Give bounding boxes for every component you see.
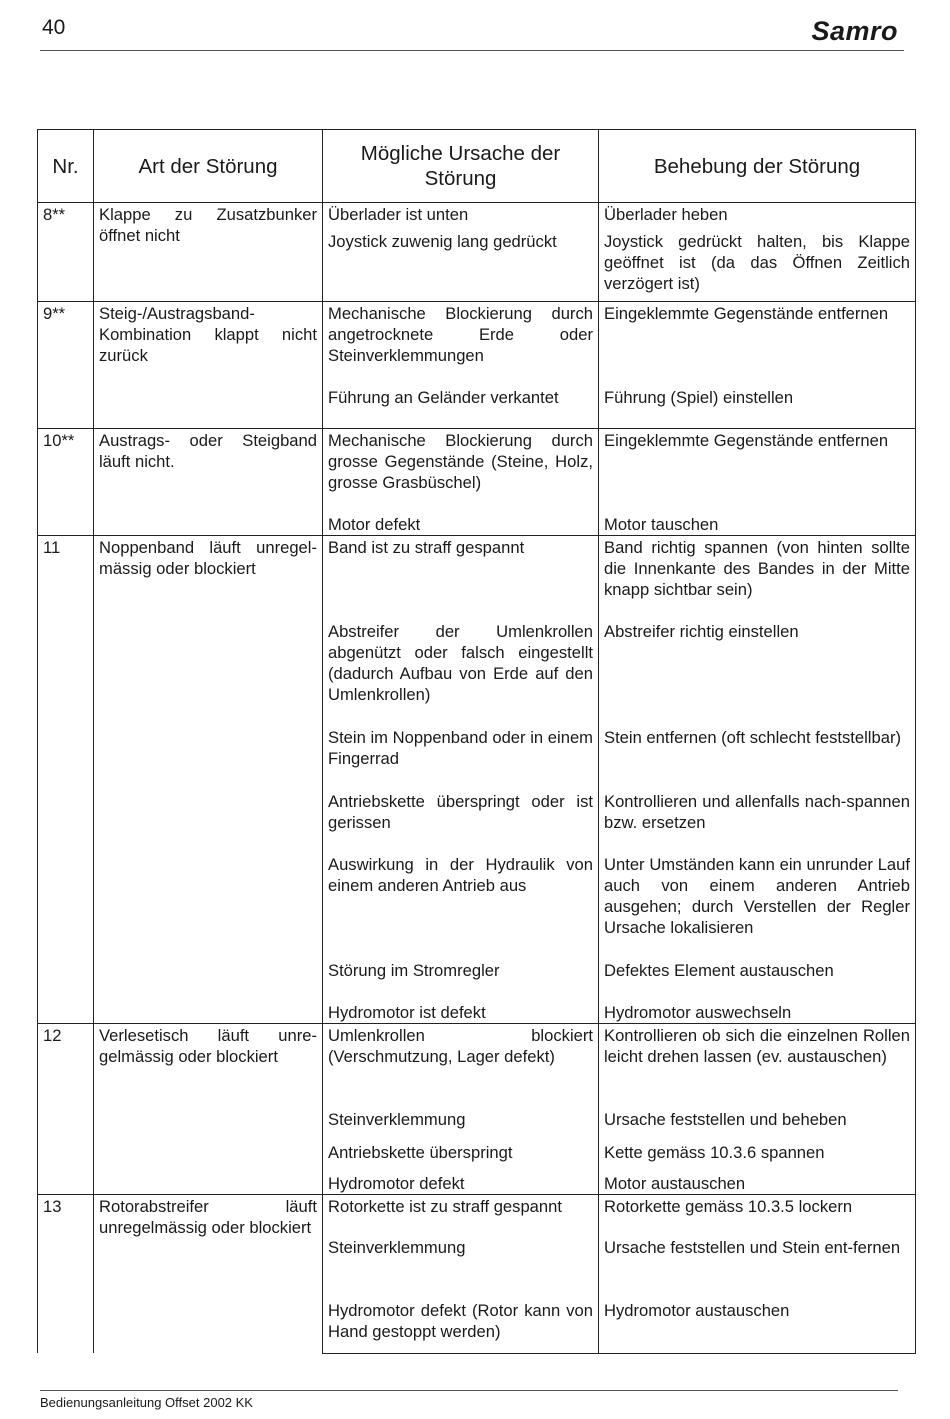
cell-ursache: Joystick zuwenig lang gedrückt — [323, 230, 599, 302]
cell-nr: 11 — [38, 536, 94, 1024]
cell-behebung: Band richtig spannen (von hinten sollte die Innenkante des Bandes in der Mitte knapp sichtbar sein) — [599, 536, 916, 620]
cell-nr: 10** — [38, 429, 94, 536]
cell-ursache: Steinverklemmung — [323, 1108, 599, 1141]
cell-behebung: Motor tauschen — [599, 513, 916, 536]
cell-behebung: Motor austauschen — [599, 1172, 916, 1195]
cell-ursache: Hydromotor defekt — [323, 1172, 599, 1195]
cell-nr: 9** — [38, 302, 94, 429]
cell-behebung: Eingeklemmte Gegenstände entfernen — [599, 429, 916, 513]
cell-behebung: Stein entfernen (oft schlecht feststellbar) — [599, 726, 916, 790]
cell-behebung: Kontrollieren und allenfalls nach-spannen bzw. ersetzen — [599, 790, 916, 853]
cell-ursache: Hydromotor ist defekt — [323, 1001, 599, 1024]
table-row — [38, 203, 916, 230]
header-rule — [40, 50, 904, 51]
cell-ursache: Band ist zu straff gespannt — [323, 536, 599, 620]
column-header-art: Art der Störung — [94, 130, 323, 203]
cell-ursache: Rotorkette ist zu straff gespannt — [323, 1194, 599, 1236]
cell-ursache: Abstreifer der Umlenkrollen abgenützt oder falsch eingestellt (dadurch Aufbau von Erde auf den Umlenkrollen) — [323, 620, 599, 726]
footer-text: Bedienungsanleitung Offset 2002 KK — [40, 1395, 253, 1410]
cell-behebung: Rotorkette gemäss 10.3.5 lockern — [599, 1194, 916, 1236]
table-row — [38, 1194, 916, 1236]
cell-ursache: Steinverklemmung — [323, 1236, 599, 1299]
cell-art: Austrags- oder Steigband läuft nicht. — [94, 429, 323, 536]
cell-ursache: Antriebskette überspringt — [323, 1141, 599, 1172]
cell-behebung: Kette gemäss 10.3.6 spannen — [599, 1141, 916, 1172]
table-row — [38, 302, 916, 386]
cell-behebung: Joystick gedrückt halten, bis Klappe geöffnet ist (da das Öffnen Zeitlich verzögert ist) — [599, 230, 916, 302]
cell-art: Rotorabstreifer läuft unregelmässig oder blockiert — [94, 1194, 323, 1353]
cell-art: Klappe zu Zusatzbunker öffnet nicht — [94, 203, 323, 302]
cell-ursache: Auswirkung in der Hydraulik von einem anderen Antrieb aus — [323, 853, 599, 959]
cell-nr: 8** — [38, 203, 94, 302]
cell-behebung: Eingeklemmte Gegenstände entfernen — [599, 302, 916, 386]
cell-behebung: Hydromotor austauschen — [599, 1299, 916, 1353]
cell-ursache: Störung im Stromregler — [323, 959, 599, 1001]
cell-ursache: Überlader ist unten — [323, 203, 599, 230]
cell-art: Steig-/Austragsband-Kombination klappt nicht zurück — [94, 302, 323, 429]
cell-art: Verlesetisch läuft unre-gelmässig oder blockiert — [94, 1024, 323, 1195]
cell-behebung: Unter Umständen kann ein unrunder Lauf auch von einem anderen Antrieb ausgehen; durch Verstellen der Regler Ursache lokalisieren — [599, 853, 916, 959]
column-header-ursache: Mögliche Ursache der Störung — [323, 130, 599, 203]
table-header-row — [38, 130, 916, 203]
cell-nr: 13 — [38, 1194, 94, 1353]
cell-behebung: Hydromotor auswechseln — [599, 1001, 916, 1024]
cell-nr: 12 — [38, 1024, 94, 1195]
cell-art: Noppenband läuft unregel-mässig oder blockiert — [94, 536, 323, 1024]
cell-behebung: Führung (Spiel) einstellen — [599, 386, 916, 429]
cell-ursache: Mechanische Blockierung durch grosse Gegenstände (Steine, Holz, grosse Grasbüschel) — [323, 429, 599, 513]
page-number: 40 — [42, 16, 66, 39]
cell-behebung: Abstreifer richtig einstellen — [599, 620, 916, 726]
brand-logo: Samro — [811, 16, 898, 46]
cell-ursache: Antriebskette überspringt oder ist gerissen — [323, 790, 599, 853]
cell-behebung: Kontrollieren ob sich die einzelnen Rollen leicht drehen lassen (ev. austauschen) — [599, 1024, 916, 1108]
footer-rule — [40, 1390, 898, 1391]
cell-behebung: Defektes Element austauschen — [599, 959, 916, 1001]
troubleshooting-table — [37, 129, 916, 1354]
cell-behebung: Ursache feststellen und beheben — [599, 1108, 916, 1141]
cell-behebung: Überlader heben — [599, 203, 916, 230]
table-row — [38, 1024, 916, 1108]
table-row — [38, 536, 916, 620]
cell-behebung: Ursache feststellen und Stein ent-fernen — [599, 1236, 916, 1299]
cell-ursache: Motor defekt — [323, 513, 599, 536]
cell-ursache: Stein im Noppenband oder in einem Fingerrad — [323, 726, 599, 790]
cell-ursache: Umlenkrollen blockiert (Verschmutzung, Lager defekt) — [323, 1024, 599, 1108]
cell-ursache: Hydromotor defekt (Rotor kann von Hand gestoppt werden) — [323, 1299, 599, 1353]
table-row — [38, 429, 916, 513]
column-header-behebung: Behebung der Störung — [599, 130, 916, 203]
cell-ursache: Mechanische Blockierung durch angetrocknete Erde oder Steinverklemmungen — [323, 302, 599, 386]
cell-ursache: Führung an Geländer verkantet — [323, 386, 599, 429]
column-header-nr: Nr. — [38, 130, 94, 203]
